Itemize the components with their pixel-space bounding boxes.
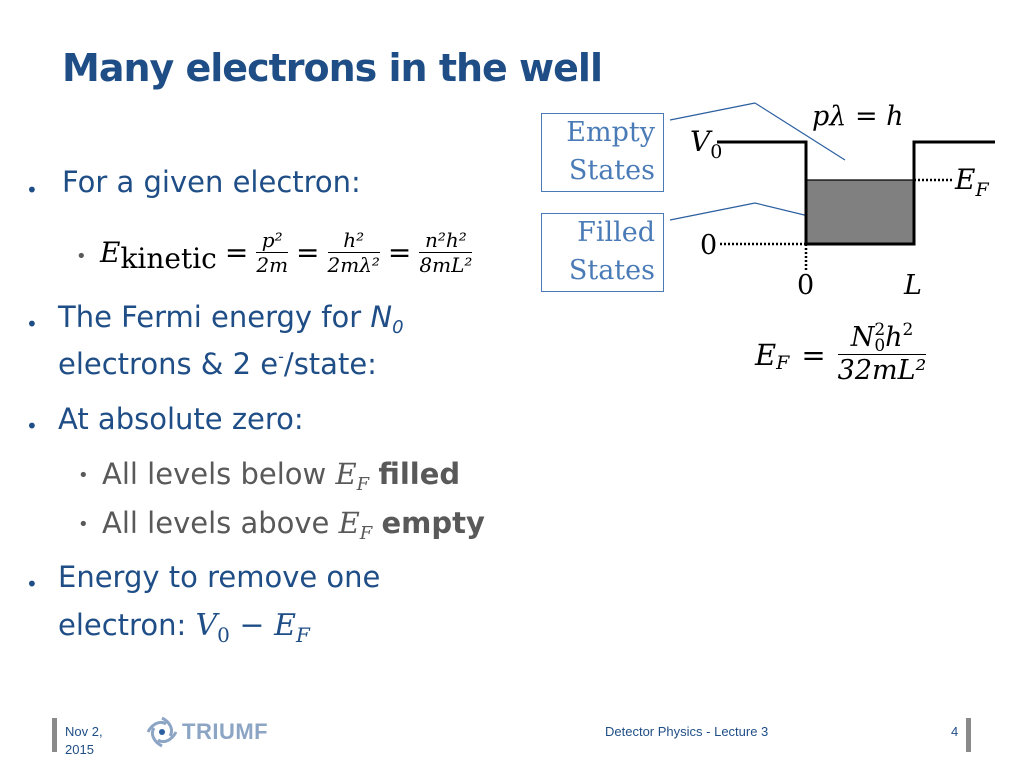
zero-position-label: 0 bbox=[797, 270, 815, 301]
f-subscript: F bbox=[295, 623, 310, 647]
fermi-numerator bbox=[838, 322, 927, 355]
fraction-h2-2ml2 bbox=[328, 228, 380, 277]
footer-center-text: Detector Physics - Lecture 3 bbox=[605, 724, 769, 739]
text: electron: bbox=[58, 608, 196, 642]
text: /state: bbox=[283, 347, 377, 381]
triumf-logo bbox=[144, 714, 268, 750]
ef-label bbox=[955, 163, 989, 201]
bold-text: empty bbox=[381, 506, 485, 540]
empty-states-label bbox=[541, 113, 664, 192]
filled-states-label bbox=[541, 213, 664, 292]
bullet-absolute-zero: At absolute zero: bbox=[58, 402, 304, 436]
kinetic-energy-equation bbox=[100, 222, 472, 282]
fraction-p2-2m bbox=[256, 228, 288, 277]
bullet-marker: • bbox=[26, 312, 38, 336]
ek-symbol: E bbox=[100, 235, 121, 269]
sub-bullet-marker: • bbox=[78, 514, 89, 535]
page-number: 4 bbox=[951, 724, 959, 739]
bullet-given-electron: For a given electron: bbox=[62, 165, 361, 199]
v-subscript: 0 bbox=[217, 623, 230, 647]
text: All levels below bbox=[102, 457, 336, 491]
superscript: - bbox=[278, 347, 284, 366]
e-symbol: E bbox=[755, 337, 777, 372]
v-symbol: V bbox=[690, 125, 711, 158]
fermi-energy-formula bbox=[755, 322, 926, 388]
sub-bullet-marker: • bbox=[76, 246, 87, 267]
label-line: Empty bbox=[566, 117, 655, 148]
fraction-den: 8mL² bbox=[419, 252, 473, 277]
fraction-num: n²h² bbox=[419, 228, 472, 253]
f-subscript: F bbox=[975, 179, 989, 201]
f-subscript: F bbox=[359, 523, 373, 544]
equals-sign: = bbox=[387, 235, 412, 269]
label-line: States bbox=[568, 155, 655, 186]
bullet-marker: • bbox=[26, 178, 38, 202]
date-line: Nov 2, bbox=[65, 724, 103, 739]
e-symbol: E bbox=[274, 608, 296, 643]
callout-line-filled-top bbox=[670, 203, 755, 220]
date-line: 2015 bbox=[65, 742, 94, 757]
zero-energy-label: 0 bbox=[700, 230, 718, 261]
h-symbol: h bbox=[885, 322, 903, 353]
text: All levels above bbox=[102, 506, 339, 540]
footer-right-bar bbox=[966, 718, 971, 752]
f-subscript: F bbox=[356, 474, 370, 495]
bullet-fermi-energy-line1 bbox=[58, 300, 404, 338]
ek-subscript: kinetic bbox=[120, 241, 217, 275]
n-symbol: N bbox=[850, 322, 875, 353]
equals-sign: = bbox=[296, 235, 320, 269]
footer-left-bar bbox=[52, 718, 57, 752]
equals-sign: = bbox=[224, 235, 249, 269]
bullet-energy-remove-line2 bbox=[58, 608, 310, 647]
label-line: Filled bbox=[577, 217, 655, 248]
fraction-den: 2mλ² bbox=[327, 252, 380, 277]
n-symbol: N bbox=[370, 300, 393, 334]
slide-title: Many electrons in the well bbox=[62, 46, 602, 90]
f-subscript: F bbox=[776, 351, 790, 374]
minus-sign: − bbox=[229, 608, 275, 643]
v0-label bbox=[690, 125, 723, 163]
v-subscript: 0 bbox=[710, 141, 723, 163]
bullet-marker: • bbox=[26, 414, 38, 438]
fraction-num: p² bbox=[256, 228, 288, 253]
bullet-marker: • bbox=[26, 572, 38, 596]
e-symbol: E bbox=[338, 506, 360, 540]
text: electrons & 2 e bbox=[58, 347, 279, 381]
n-subscript: 0 bbox=[392, 317, 404, 338]
fermi-fraction bbox=[838, 322, 927, 388]
v-symbol: V bbox=[195, 608, 218, 643]
de-broglie-relation: pλ = h bbox=[812, 101, 904, 132]
fraction-num: h² bbox=[328, 228, 380, 253]
filled-states-region bbox=[806, 180, 914, 244]
callout-line-empty-top bbox=[670, 103, 755, 120]
sub-bullet-below-filled bbox=[102, 457, 461, 495]
fermi-denominator: 32mL² bbox=[837, 355, 927, 387]
e-symbol: E bbox=[335, 457, 357, 491]
superscript: 2 bbox=[902, 320, 914, 340]
sub-bullet-above-empty bbox=[102, 506, 485, 544]
fraction-den: 2m bbox=[256, 252, 289, 277]
logo-text: TRIUMF bbox=[182, 719, 269, 744]
subscript: 0 bbox=[874, 335, 886, 356]
bullet-energy-remove-line1: Energy to remove one bbox=[58, 560, 381, 594]
footer-date bbox=[65, 723, 103, 759]
bullet-fermi-energy-line2 bbox=[58, 347, 377, 381]
e-symbol: E bbox=[955, 163, 976, 196]
sub-bullet-marker: • bbox=[78, 465, 89, 486]
fraction-n2h2-8mL2 bbox=[419, 228, 472, 277]
equals-sign: = bbox=[801, 337, 826, 372]
bold-text: filled bbox=[378, 457, 461, 491]
superscript: 2 bbox=[874, 320, 886, 341]
label-line: States bbox=[568, 255, 655, 286]
well-width-label: L bbox=[904, 270, 922, 301]
text: The Fermi energy for bbox=[58, 300, 371, 334]
triumf-logo-icon bbox=[144, 714, 180, 750]
